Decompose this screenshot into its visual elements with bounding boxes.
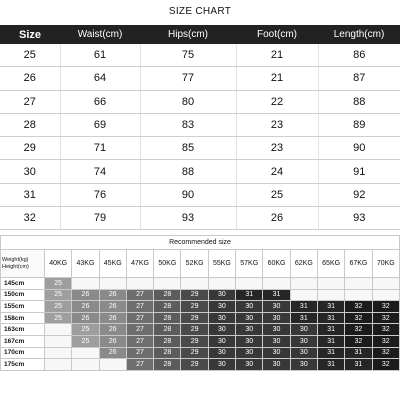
recommended-size-cell: 26 xyxy=(99,312,126,324)
size-header-cell: Size xyxy=(0,25,60,44)
recommended-size-cell: 30 xyxy=(208,335,235,347)
weight-header-cell: 57KG xyxy=(236,250,263,278)
recommended-size-cell: 31 xyxy=(317,335,344,347)
weight-header-cell: 43KG xyxy=(72,250,99,278)
recommended-size-cell: 28 xyxy=(154,347,181,359)
size-table-cell: 83 xyxy=(140,113,236,136)
recommended-size-cell: 30 xyxy=(263,312,290,324)
recommended-size-cell: 27 xyxy=(126,301,153,313)
recommended-size-cell: 31 xyxy=(317,312,344,324)
recommended-size-cell: 26 xyxy=(72,312,99,324)
recommended-size-cell: 25 xyxy=(45,312,72,324)
recommended-size-cell: 26 xyxy=(72,289,99,301)
recommended-size-cell: 32 xyxy=(345,301,372,313)
corner-cell xyxy=(1,250,45,278)
recommended-size-cell: 30 xyxy=(236,359,263,371)
recommended-size-cell xyxy=(263,278,290,290)
size-table-cell: 21 xyxy=(236,44,318,67)
size-table-cell: 24 xyxy=(236,160,318,183)
recommended-size-cell: 29 xyxy=(181,312,208,324)
size-table-cell: 23 xyxy=(236,137,318,160)
weight-axis-label: Weight(kg) xyxy=(2,256,29,263)
recommended-size-cell: 27 xyxy=(126,324,153,336)
recommended-size-cell xyxy=(290,289,317,301)
recommended-size-cell: 32 xyxy=(372,359,399,371)
recommended-size-cell: 27 xyxy=(126,312,153,324)
size-table-cell: 90 xyxy=(318,137,400,160)
size-table-cell: 22 xyxy=(236,90,318,113)
size-table-cell: 28 xyxy=(0,113,60,136)
recommended-size-cell: 31 xyxy=(317,324,344,336)
recommended-size-cell: 31 xyxy=(345,359,372,371)
recommended-size-cell xyxy=(236,278,263,290)
recommended-size-cell xyxy=(154,278,181,290)
recommended-size-cell: 28 xyxy=(154,359,181,371)
recommended-size-cell: 29 xyxy=(181,289,208,301)
recommended-size-cell: 30 xyxy=(290,359,317,371)
recommended-size-cell: 30 xyxy=(263,359,290,371)
size-table-cell: 75 xyxy=(140,44,236,67)
weight-header-row xyxy=(1,250,400,278)
page-title: SIZE CHART xyxy=(168,6,232,17)
recommended-row xyxy=(1,359,400,371)
recommended-size-cell: 25 xyxy=(72,335,99,347)
recommended-size-cell: 27 xyxy=(126,289,153,301)
recommended-size-cell: 29 xyxy=(181,324,208,336)
recommended-size-title: Recommended size xyxy=(1,236,400,250)
recommended-size-table xyxy=(0,235,400,371)
recommended-size-cell: 31 xyxy=(317,359,344,371)
size-header-cell: Waist(cm) xyxy=(60,25,140,44)
size-table-cell: 64 xyxy=(60,67,140,90)
recommended-size-cell: 30 xyxy=(290,324,317,336)
recommended-size-cell: 27 xyxy=(126,347,153,359)
recommended-size-cell xyxy=(99,278,126,290)
weight-header-cell: 65KG xyxy=(317,250,344,278)
recommended-size-cell: 31 xyxy=(263,289,290,301)
size-table-cell: 90 xyxy=(140,183,236,206)
recommended-size-cell: 30 xyxy=(290,335,317,347)
recommended-size-cell: 26 xyxy=(99,289,126,301)
size-table-cell: 66 xyxy=(60,90,140,113)
size-header-cell: Length(cm) xyxy=(318,25,400,44)
recommended-size-cell: 28 xyxy=(154,301,181,313)
size-table-cell: 27 xyxy=(0,90,60,113)
recommended-size-cell: 26 xyxy=(99,335,126,347)
size-table-cell: 89 xyxy=(318,113,400,136)
recommended-size-cell: 30 xyxy=(263,324,290,336)
recommended-size-cell: 27 xyxy=(126,359,153,371)
recommended-size-cell: 26 xyxy=(72,301,99,313)
recommended-size-cell: 30 xyxy=(263,347,290,359)
recommended-size-cell: 30 xyxy=(208,289,235,301)
recommended-size-cell: 31 xyxy=(290,312,317,324)
size-table-cell: 93 xyxy=(140,207,236,230)
size-table-cell: 61 xyxy=(60,44,140,67)
recommended-size-cell xyxy=(45,335,72,347)
size-table-cell: 74 xyxy=(60,160,140,183)
weight-header-cell: 60KG xyxy=(263,250,290,278)
recommended-size-cell: 26 xyxy=(99,301,126,313)
size-table-cell: 77 xyxy=(140,67,236,90)
recommended-size-cell: 30 xyxy=(263,301,290,313)
recommended-size-cell: 29 xyxy=(181,359,208,371)
height-label-cell: 158cm xyxy=(1,312,45,324)
recommended-size-cell: 31 xyxy=(317,301,344,313)
size-table-row xyxy=(0,183,400,206)
recommended-size-cell xyxy=(290,278,317,290)
size-table-cell: 25 xyxy=(236,183,318,206)
weight-header-cell: 50KG xyxy=(154,250,181,278)
recommended-size-cell: 31 xyxy=(290,301,317,313)
height-label-cell: 175cm xyxy=(1,359,45,371)
weight-header-cell: 67KG xyxy=(345,250,372,278)
recommended-size-cell: 26 xyxy=(99,324,126,336)
recommended-size-cell: 30 xyxy=(208,301,235,313)
size-table-row xyxy=(0,207,400,230)
recommended-row xyxy=(1,312,400,324)
recommended-size-cell: 30 xyxy=(290,347,317,359)
recommended-size-cell: 25 xyxy=(72,324,99,336)
size-table-cell: 85 xyxy=(140,137,236,160)
recommended-size-cell: 27 xyxy=(126,335,153,347)
recommended-size-cell: 26 xyxy=(99,347,126,359)
recommended-size-cell: 25 xyxy=(45,301,72,313)
weight-header-cell: 40KG xyxy=(45,250,72,278)
recommended-size-cell: 30 xyxy=(236,335,263,347)
size-table-cell: 93 xyxy=(318,207,400,230)
recommended-size-cell xyxy=(126,278,153,290)
size-table-row xyxy=(0,160,400,183)
recommended-size-cell: 30 xyxy=(208,359,235,371)
size-table-cell: 26 xyxy=(0,67,60,90)
height-label-cell: 145cm xyxy=(1,278,45,290)
recommended-size-cell: 30 xyxy=(236,312,263,324)
recommended-size-cell xyxy=(317,289,344,301)
recommended-size-cell: 30 xyxy=(236,347,263,359)
height-axis-label: Height(cm) xyxy=(2,263,29,270)
size-table-row xyxy=(0,67,400,90)
size-table-cell: 69 xyxy=(60,113,140,136)
recommended-size-cell: 31 xyxy=(236,289,263,301)
recommended-size-cell: 30 xyxy=(263,335,290,347)
size-table-cell: 32 xyxy=(0,207,60,230)
size-header-cell: Hips(cm) xyxy=(140,25,236,44)
recommended-size-cell xyxy=(345,278,372,290)
size-table-cell: 88 xyxy=(318,90,400,113)
size-table-cell: 76 xyxy=(60,183,140,206)
size-table-cell: 88 xyxy=(140,160,236,183)
recommended-size-cell: 32 xyxy=(372,347,399,359)
size-table-cell: 80 xyxy=(140,90,236,113)
size-table-header xyxy=(0,25,400,44)
recommended-row xyxy=(1,324,400,336)
recommended-size-cell: 31 xyxy=(345,347,372,359)
recommended-size-cell: 32 xyxy=(345,312,372,324)
height-label-cell: 150cm xyxy=(1,289,45,301)
size-table-cell: 87 xyxy=(318,67,400,90)
recommended-size-cell: 25 xyxy=(45,289,72,301)
recommended-size-cell: 32 xyxy=(372,301,399,313)
height-label-cell: 155cm xyxy=(1,301,45,313)
recommended-size-cell xyxy=(45,324,72,336)
recommended-size-cell: 29 xyxy=(181,347,208,359)
recommended-size-cell: 30 xyxy=(208,324,235,336)
recommended-size-cell: 30 xyxy=(208,312,235,324)
recommended-row xyxy=(1,301,400,313)
recommended-size-cell xyxy=(372,278,399,290)
weight-header-cell: 47KG xyxy=(126,250,153,278)
weight-header-cell: 45KG xyxy=(99,250,126,278)
height-label-cell: 170cm xyxy=(1,347,45,359)
recommended-size-cell xyxy=(99,359,126,371)
weight-header-cell: 52KG xyxy=(181,250,208,278)
size-table-cell: 23 xyxy=(236,113,318,136)
recommended-size-cell xyxy=(72,359,99,371)
recommended-size-cell: 28 xyxy=(154,335,181,347)
recommended-size-cell: 25 xyxy=(45,278,72,290)
recommended-row xyxy=(1,289,400,301)
size-table-cell: 92 xyxy=(318,183,400,206)
recommended-size-cell xyxy=(72,278,99,290)
recommended-size-cell: 30 xyxy=(208,347,235,359)
size-table-cell: 71 xyxy=(60,137,140,160)
recommended-size-cell xyxy=(208,278,235,290)
recommended-size-cell: 30 xyxy=(236,324,263,336)
size-table-cell: 25 xyxy=(0,44,60,67)
recommended-size-cell xyxy=(345,289,372,301)
size-header-cell: Foot(cm) xyxy=(236,25,318,44)
recommended-size-cell xyxy=(181,278,208,290)
recommended-size-cell: 30 xyxy=(236,301,263,313)
recommended-size-cell: 28 xyxy=(154,324,181,336)
height-label-cell: 167cm xyxy=(1,335,45,347)
recommended-size-cell: 32 xyxy=(345,324,372,336)
recommended-row xyxy=(1,347,400,359)
recommended-size-cell: 32 xyxy=(372,335,399,347)
recommended-size-cell xyxy=(45,359,72,371)
weight-header-cell: 55KG xyxy=(208,250,235,278)
size-table-row xyxy=(0,90,400,113)
recommended-size-cell xyxy=(317,278,344,290)
recommended-size-cell xyxy=(72,347,99,359)
size-table-cell: 26 xyxy=(236,207,318,230)
height-label-cell: 163cm xyxy=(1,324,45,336)
size-table-cell: 91 xyxy=(318,160,400,183)
weight-header-cell: 62KG xyxy=(290,250,317,278)
size-table-cell: 79 xyxy=(60,207,140,230)
size-table-cell: 21 xyxy=(236,67,318,90)
size-table-cell: 29 xyxy=(0,137,60,160)
size-table-row xyxy=(0,137,400,160)
size-table-row xyxy=(0,113,400,136)
recommended-size-cell: 28 xyxy=(154,312,181,324)
recommended-size-cell xyxy=(372,289,399,301)
recommended-size-cell: 32 xyxy=(345,335,372,347)
recommended-row xyxy=(1,335,400,347)
size-table-cell: 31 xyxy=(0,183,60,206)
recommended-size-cell: 29 xyxy=(181,335,208,347)
recommended-row xyxy=(1,278,400,290)
recommended-size-cell: 32 xyxy=(372,312,399,324)
size-table-cell: 30 xyxy=(0,160,60,183)
recommended-size-cell: 28 xyxy=(154,289,181,301)
recommended-size-cell: 29 xyxy=(181,301,208,313)
weight-header-cell: 70KG xyxy=(372,250,399,278)
recommended-size-cell: 31 xyxy=(317,347,344,359)
recommended-size-cell: 32 xyxy=(372,324,399,336)
size-table-row xyxy=(0,44,400,67)
size-table-cell: 86 xyxy=(318,44,400,67)
size-table xyxy=(0,25,400,230)
recommended-size-cell xyxy=(45,347,72,359)
